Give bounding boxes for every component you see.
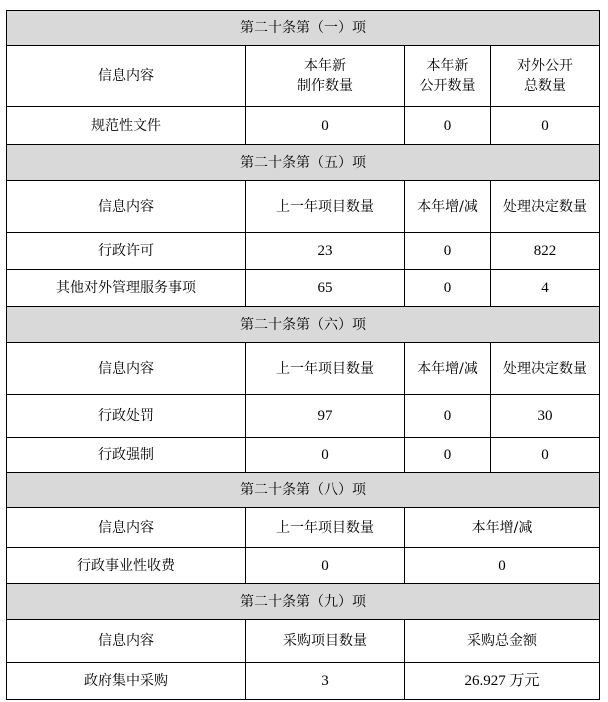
value-cell: 30 (537, 408, 553, 424)
header-cell: 处理决定数量 (503, 360, 587, 377)
header-cell: 信息内容 (7, 620, 246, 662)
row-label: 行政处罚 (7, 395, 246, 437)
header-cell: 本年增/减 (405, 181, 491, 232)
table-row (7, 233, 599, 270)
header-cell: 上一年项目数量 (246, 343, 405, 394)
header-cell: 信息内容 (7, 46, 246, 106)
value-cell: 0 (246, 438, 405, 472)
row-label: 行政强制 (7, 438, 246, 472)
value-cell: 0 (498, 557, 506, 574)
section-title: 第二十条第（一）项 (240, 20, 366, 36)
value-cell: 0 (405, 270, 491, 306)
value-cell: 0 (541, 117, 549, 134)
value-cell: 23 (246, 233, 405, 269)
section-title-row (7, 473, 599, 508)
value-cell: 0 (405, 395, 491, 437)
header-row (7, 620, 599, 663)
value-cell: 0 (405, 233, 491, 269)
header-cell: 本年增/减 (471, 519, 533, 536)
section-title: 第二十条第（八）项 (240, 482, 366, 498)
header-row (7, 46, 599, 107)
value-cell: 0 (541, 447, 549, 463)
header-row (7, 343, 599, 395)
table-row (7, 107, 599, 145)
section-title-row (7, 145, 599, 181)
disclosure-table (6, 10, 600, 700)
table-row (7, 270, 599, 307)
value-cell: 0 (246, 107, 405, 144)
row-label: 政府集中采购 (7, 663, 246, 699)
table-row (7, 663, 599, 699)
section-title: 第二十条第（九）项 (240, 593, 366, 610)
header-cell: 采购总金额 (467, 633, 537, 649)
value-cell: 0 (246, 548, 405, 583)
table-row (7, 395, 599, 438)
table-row (7, 438, 599, 473)
table-row (7, 548, 599, 584)
value-cell: 97 (246, 395, 405, 437)
section-title-row (7, 584, 599, 620)
section-title: 第二十条第（六）项 (240, 316, 366, 333)
value-cell: 822 (533, 243, 557, 259)
row-label: 规范性文件 (7, 107, 246, 144)
section-title-row (7, 307, 599, 343)
value-cell: 0 (405, 438, 491, 472)
header-cell: 对外公开 总数量 (517, 58, 573, 94)
header-cell: 本年新 制作数量 (246, 46, 405, 106)
header-row (7, 181, 599, 233)
value-cell: 65 (246, 270, 405, 306)
section-title-row (7, 11, 599, 46)
header-cell: 处理决定数量 (503, 198, 587, 215)
header-cell: 本年新 公开数量 (405, 46, 491, 106)
header-cell: 上一年项目数量 (246, 508, 405, 547)
value-cell: 3 (246, 663, 405, 699)
header-cell: 上一年项目数量 (246, 181, 405, 232)
header-row (7, 508, 599, 548)
value-cell: 0 (405, 107, 491, 144)
header-cell: 信息内容 (7, 181, 246, 232)
header-cell: 信息内容 (7, 508, 246, 547)
value-cell: 4 (541, 280, 549, 296)
row-label: 行政许可 (7, 233, 246, 269)
header-cell: 采购项目数量 (246, 620, 405, 662)
header-cell: 本年增/减 (405, 343, 491, 394)
header-cell: 信息内容 (7, 343, 246, 394)
section-title: 第二十条第（五）项 (240, 154, 366, 171)
row-label: 行政事业性收费 (7, 548, 246, 583)
row-label: 其他对外管理服务事项 (7, 270, 246, 306)
value-cell: 26.927 万元 (464, 673, 540, 689)
